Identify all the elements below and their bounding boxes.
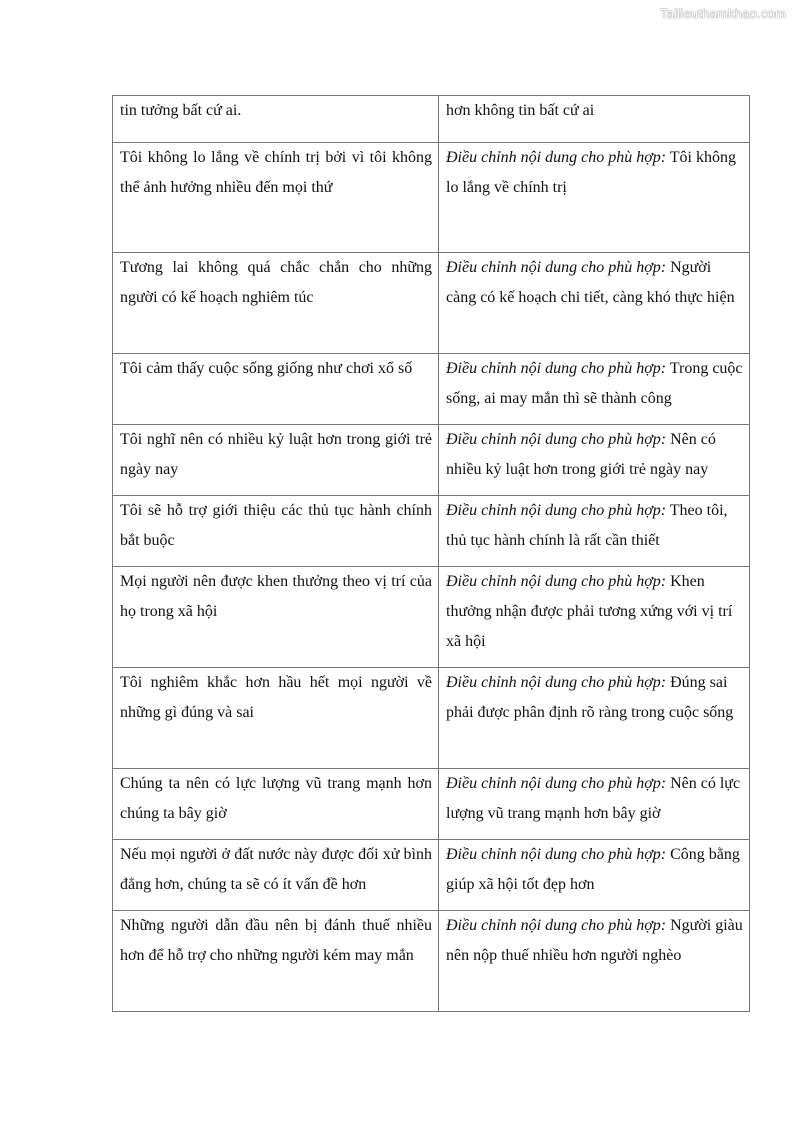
table-cell-right bbox=[439, 96, 750, 143]
table-cell-right bbox=[439, 143, 750, 253]
cell-text: Nên có lực lượng vũ trang mạnh hơn bây giờ bbox=[446, 775, 741, 822]
cell-text: hơn không tin bất cứ ai bbox=[446, 102, 595, 119]
table-cell-left: Tôi không lo lắng về chính trị bởi vì tôi không thể ảnh hưởng nhiều đến mọi thứ bbox=[113, 143, 439, 253]
table-row bbox=[113, 143, 750, 253]
note-prefix: Điều chỉnh nội dung cho phù hợp: bbox=[446, 674, 667, 691]
table-row bbox=[113, 769, 750, 840]
table-row bbox=[113, 567, 750, 668]
table-row bbox=[113, 354, 750, 425]
note-prefix: Điều chỉnh nội dung cho phù hợp: bbox=[446, 846, 667, 863]
table-cell-left: Tôi nghĩ nên có nhiều kỷ luật hơn trong giới trẻ ngày nay bbox=[113, 425, 439, 496]
table-cell-left: Tôi sẽ hỗ trợ giới thiệu các thủ tục hành chính bắt buộc bbox=[113, 496, 439, 567]
cell-text: Nên có nhiều kỷ luật hơn trong giới trẻ ngày nay bbox=[446, 431, 716, 478]
note-prefix: Điều chỉnh nội dung cho phù hợp: bbox=[446, 573, 667, 590]
note-prefix: Điều chỉnh nội dung cho phù hợp: bbox=[446, 917, 667, 934]
table-cell-left: Chúng ta nên có lực lượng vũ trang mạnh hơn chúng ta bây giờ bbox=[113, 769, 439, 840]
table-cell-left: tin tưởng bất cứ ai. bbox=[113, 96, 439, 143]
cell-text: Khen thưởng nhận được phải tương xứng với vị trí xã hội bbox=[446, 573, 733, 650]
table-cell-left: Tôi nghiêm khắc hơn hầu hết mọi người về những gì đúng và sai bbox=[113, 668, 439, 769]
table-row bbox=[113, 911, 750, 1012]
table-cell-right bbox=[439, 354, 750, 425]
cell-text: Người giàu nên nộp thuế nhiều hơn người nghèo bbox=[446, 917, 743, 964]
table-cell-left: Nếu mọi người ở đất nước này được đối xử bình đẳng hơn, chúng ta sẽ có ít vấn đề hơn bbox=[113, 840, 439, 911]
table-cell-right bbox=[439, 769, 750, 840]
table-cell-right bbox=[439, 668, 750, 769]
table-row bbox=[113, 425, 750, 496]
note-prefix: Điều chỉnh nội dung cho phù hợp: bbox=[446, 149, 667, 166]
cell-text: Công bằng giúp xã hội tốt đẹp hơn bbox=[446, 846, 740, 893]
watermark-text: Tailieuthamkhao.com bbox=[660, 6, 786, 21]
cell-text: Tôi không lo lắng về chính trị bbox=[446, 149, 736, 196]
table-row bbox=[113, 668, 750, 769]
table-cell-right bbox=[439, 253, 750, 354]
table-row bbox=[113, 496, 750, 567]
note-prefix: Điều chỉnh nội dung cho phù hợp: bbox=[446, 775, 667, 792]
table-cell-right bbox=[439, 567, 750, 668]
table-row bbox=[113, 253, 750, 354]
table-cell-left: Những người dẫn đầu nên bị đánh thuế nhiều hơn để hỗ trợ cho những người kém may mắn bbox=[113, 911, 439, 1012]
table-cell-right bbox=[439, 425, 750, 496]
cell-text: Trong cuộc sống, ai may mắn thì sẽ thành công bbox=[446, 360, 743, 407]
table-row bbox=[113, 840, 750, 911]
cell-text: Theo tôi, thủ tục hành chính là rất cần thiết bbox=[446, 502, 728, 549]
note-prefix: Điều chỉnh nội dung cho phù hợp: bbox=[446, 431, 667, 448]
table-cell-left: Tương lai không quá chắc chắn cho những người có kế hoạch nghiêm túc bbox=[113, 253, 439, 354]
cell-text: Người càng có kế hoạch chi tiết, càng khó thực hiện bbox=[446, 259, 735, 306]
table-row bbox=[113, 96, 750, 143]
note-prefix: Điều chỉnh nội dung cho phù hợp: bbox=[446, 502, 667, 519]
table-cell-left: Mọi người nên được khen thưởng theo vị trí của họ trong xã hội bbox=[113, 567, 439, 668]
note-prefix: Điều chỉnh nội dung cho phù hợp: bbox=[446, 259, 667, 276]
cell-text: Đúng sai phải được phân định rõ ràng trong cuộc sống bbox=[446, 674, 734, 721]
content-table bbox=[112, 95, 750, 1012]
note-prefix: Điều chỉnh nội dung cho phù hợp: bbox=[446, 360, 667, 377]
table-cell-right bbox=[439, 911, 750, 1012]
table-cell-left: Tôi cảm thấy cuộc sống giống như chơi xổ số bbox=[113, 354, 439, 425]
table-cell-right bbox=[439, 840, 750, 911]
table-cell-right bbox=[439, 496, 750, 567]
